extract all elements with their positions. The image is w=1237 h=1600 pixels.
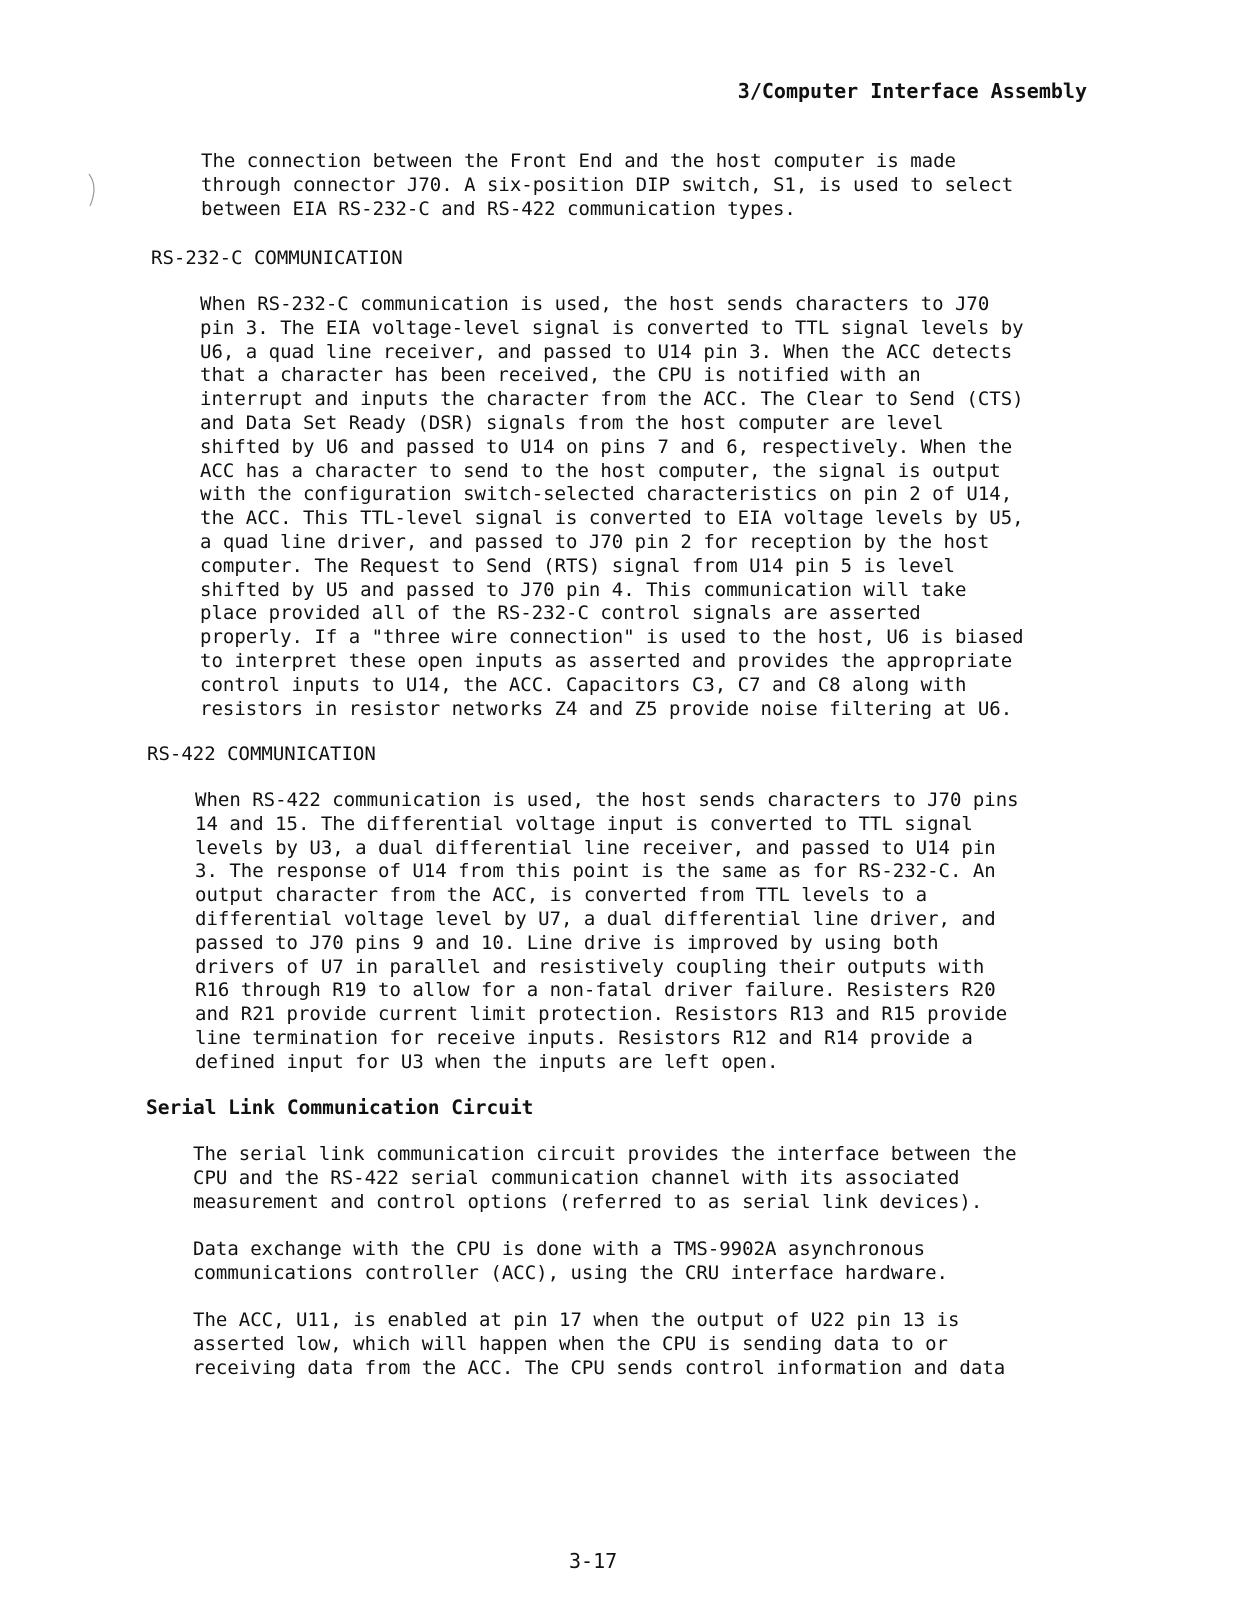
margin-mark [86, 172, 98, 208]
serial-link-paragraph-1: The serial link communication circuit provides the interface between the CPU and the RS-422 serial communication channel with its associated measurement and control options (referred to as serial link devices). [193, 1143, 1017, 1213]
rs422-paragraph: When RS-422 communication is used, the host sends characters to J70 pins 14 and 15. The differential voltage input is converted to TTL signal levels by U3, a dual differential line receiver, and passed to U14 pin 3. The response of U14 from this point is the same as for RS-232-C. An output character from the ACC, is converted from TTL levels to a differential voltage level by U7, a dual differential line driver, and passed to J70 pins 9 and 10. Line drive is improved by using both drivers of U7 in parallel and resistively coupling their outputs with R16 through R19 to allow for a non-fatal driver failure. Resisters R20 and R21 provide current limit protection. Resistors R13 and R15 provide line termination for receive inputs. Resistors R12 and R14 provide a defined input for U3 when the inputs are left open. [195, 789, 1019, 1073]
section-heading-rs422: RS-422 COMMUNICATION [147, 743, 376, 765]
intro-paragraph: The connection between the Front End and the host computer is made through connector J70. A six-position DIP switch, S1, is used to select between EIA RS-232-C and RS-422 communication types. [201, 150, 1014, 220]
running-header: 3/Computer Interface Assembly [737, 79, 1087, 103]
section-heading-rs232: RS-232-C COMMUNICATION [151, 247, 403, 269]
serial-link-paragraph-3: The ACC, U11, is enabled at pin 17 when the output of U22 pin 13 is asserted low, which will happen when the CPU is sending data to or receiving data from the ACC. The CPU sends control information and data [193, 1309, 1006, 1379]
rs232-paragraph: When RS-232-C communication is used, the host sends characters to J70 pin 3. The EIA voltage-level signal is converted to TTL signal levels by U6, a quad line receiver, and passed to U14 pin 3. When the ACC detects that a character has been received, the CPU is notified with an interrupt and inputs the character from the ACC. The Clear to Send (CTS) and Data Set Ready (DSR) signals from the host computer are level shifted by U6 and passed to U14 on pins 7 and 6, respectively. When the ACC has a character to send to the host computer, the signal is output with the configuration switch-selected characteristics on pin 2 of U14, the ACC. This TTL-level signal is converted to EIA voltage levels by U5, a quad line driver, and passed to J70 pin 2 for reception by the host computer. The Request to Send (RTS) signal from U14 pin 5 is level shifted by U5 and passed to J70 pin 4. This communication will take place provided all of the RS-232-C control signals are asserted properly. If a "three wire connection" is used to the host, U6 is biased to interpret these open inputs as asserted and provides the appropriate control inputs to U14, the ACC. Capacitors C3, C7 and C8 along with resistors in resistor networks Z4 and Z5 provide noise filtering at U6. [200, 293, 1024, 720]
page-number: 3-17 [569, 1549, 618, 1573]
serial-link-paragraph-2: Data exchange with the CPU is done with a TMS-9902A asynchronous communications controller (ACC), using the CRU interface hardware. [193, 1238, 948, 1284]
section-heading-serial-link: Serial Link Communication Circuit [146, 1096, 534, 1119]
